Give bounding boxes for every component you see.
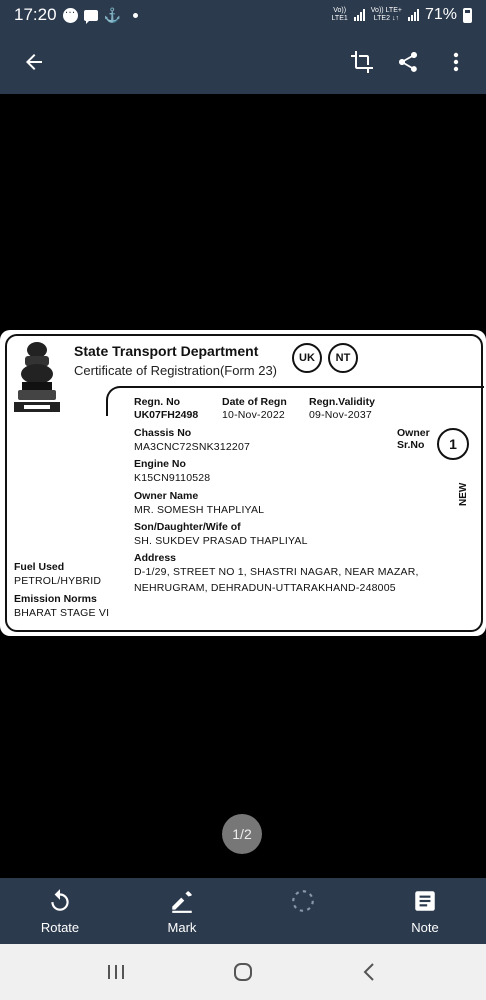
header-divider-line	[120, 386, 484, 388]
crop-icon	[350, 50, 374, 74]
recents-button[interactable]	[86, 944, 146, 1000]
message-notification-icon	[84, 10, 98, 21]
owner-sr-label-2: Sr.No	[397, 439, 425, 451]
header-divider-curve	[106, 386, 124, 416]
mark-button[interactable]	[142, 878, 222, 944]
fuel-used-value: PETROL/HYBRID	[14, 575, 102, 587]
certificate-issuer-title: State Transport Department	[74, 343, 259, 359]
sim1-network-label: Vo)) LTE1	[331, 7, 348, 22]
emission-norms-value: BHARAT STAGE VI	[14, 607, 110, 619]
crop-button[interactable]	[338, 30, 386, 94]
sim2-signal-icon	[408, 9, 419, 21]
engine-no-value: K15CN9110528	[134, 472, 211, 484]
recents-icon	[105, 962, 127, 982]
page-indicator: 1/2	[222, 814, 262, 854]
arrow-left-icon	[22, 50, 46, 74]
chevron-left-icon	[360, 961, 380, 983]
more-options-button[interactable]	[432, 30, 480, 94]
relation-label: Son/Daughter/Wife of	[134, 521, 241, 533]
share-icon	[396, 50, 420, 74]
document-viewer[interactable]	[0, 94, 486, 878]
regn-no-label: Regn. No	[134, 396, 181, 408]
loading-spinner-icon	[290, 888, 316, 914]
rotate-icon	[47, 888, 73, 914]
battery-percent: 71%	[424, 6, 457, 23]
status-bar	[0, 0, 486, 30]
rotate-label: Rotate	[40, 920, 80, 935]
top-toolbar	[0, 30, 486, 94]
emission-norms-label: Emission Norms	[14, 593, 97, 605]
owner-sr-label-1: Owner	[397, 427, 430, 439]
new-vehicle-tag: NEW	[458, 482, 469, 506]
registration-certificate-card	[0, 330, 486, 636]
note-label: Note	[411, 920, 439, 935]
engine-no-label: Engine No	[134, 458, 186, 470]
chassis-no-label: Chassis No	[134, 427, 192, 439]
anchor-notification-icon: ⚓	[103, 6, 121, 23]
status-time: 17:20	[14, 5, 57, 24]
battery-icon	[463, 8, 472, 23]
owner-sr-value: 1	[437, 428, 469, 460]
mark-label: Mark	[167, 920, 197, 935]
loading-indicator	[263, 878, 343, 944]
sim1-signal-icon	[354, 9, 365, 21]
home-button[interactable]	[213, 944, 273, 1000]
note-icon	[412, 888, 438, 914]
sim2-network-label: Vo)) LTE+ LTE2 ↓↑	[370, 7, 402, 22]
home-icon	[231, 960, 255, 984]
owner-name-value: MR. SOMESH THAPLIYAL	[134, 504, 265, 516]
system-back-button[interactable]	[340, 944, 400, 1000]
date-of-regn-label: Date of Regn	[222, 396, 287, 408]
chassis-no-value: MA3CNC72SNK312207	[134, 441, 251, 453]
rotate-button[interactable]	[20, 878, 100, 944]
state-code-badge: UK	[292, 343, 322, 373]
bottom-toolbar	[0, 878, 486, 944]
fuel-used-label: Fuel Used	[14, 561, 65, 573]
chat-notification-icon	[63, 8, 78, 23]
address-label: Address	[134, 552, 177, 564]
pen-icon	[169, 888, 195, 914]
back-button[interactable]	[10, 30, 58, 94]
national-emblem-icon	[10, 340, 64, 416]
date-of-regn-value: 10-Nov-2022	[222, 409, 285, 421]
address-line-1: D-1/29, STREET NO 1, SHASTRI NAGAR, NEAR MAZAR,	[134, 566, 419, 578]
vehicle-type-badge: NT	[328, 343, 358, 373]
regn-no-value: UK07FH2498	[134, 409, 199, 421]
share-button[interactable]	[384, 30, 432, 94]
regn-validity-label: Regn.Validity	[309, 396, 375, 408]
system-navigation-bar	[0, 944, 486, 1000]
more-notifications-icon	[133, 13, 138, 18]
more-vertical-icon	[444, 50, 468, 74]
note-button[interactable]	[385, 878, 465, 944]
certificate-type-subtitle: Certificate of Registration(Form 23)	[74, 363, 278, 378]
regn-validity-value: 09-Nov-2037	[309, 409, 372, 421]
address-line-2: NEHRUGRAM, DEHRADUN-UTTARAKHAND-248005	[134, 582, 396, 594]
relation-value: SH. SUKDEV PRASAD THAPLIYAL	[134, 535, 308, 547]
owner-name-label: Owner Name	[134, 490, 199, 502]
